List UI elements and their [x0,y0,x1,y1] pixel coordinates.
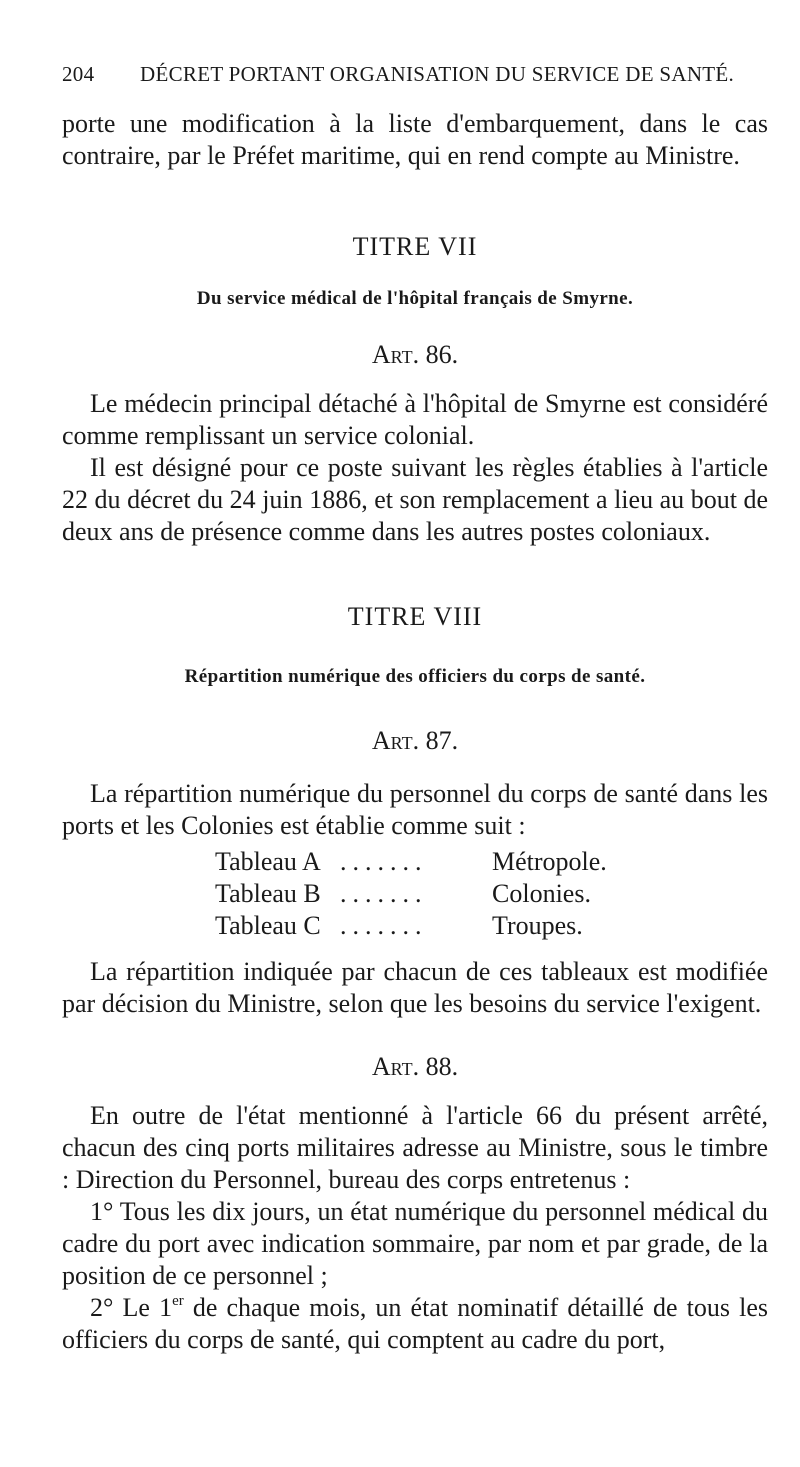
article-87-intro [62,778,768,842]
titre-vii-heading: TITRE VII [352,232,478,261]
item-text: Tous les dix jours, un état numérique du personnel médical du cadre du port avec indication sommaire, par nom et par grade, de la position de ce personnel ; [62,1197,769,1290]
leader-dots: ....... [340,911,428,940]
article-88-paragraph-1: En outre de l'état mentionné à l'article 66 du présent arrêté, chacun des cinq ports militaires adresse au Ministre, sous le timbre : Direction du Personnel, bureau des corps entretenus : [62,1101,768,1194]
article-87-paragraph-1: La répartition numérique du personnel du corps de santé dans les ports et les Colonies est établie comme suit : [62,779,768,840]
tableau-row [215,846,607,878]
article-86-paragraph-2: Il est désigné pour ce poste suivant les règles établies à l'article 22 du décret du 24 juin 1886, et son remplacement a lieu au bout de deux ans de présence comme dans les autres postes coloniaux. [62,453,768,546]
leader-dots: ....... [340,847,428,876]
leader-dots: ....... [340,879,428,908]
item-number: 1° [90,1197,114,1226]
running-header [62,62,735,87]
article-87-heading: Art. 87. [371,726,459,755]
article-88-body [62,1100,768,1356]
tableau-label: Tableau C [215,911,321,940]
article-86-body [62,388,768,548]
opening-paragraph: porte une modification à la liste d'embarquement, dans le cas contraire, par le Préfet maritime, qui en rend compte au Ministre. [62,109,768,170]
article-88-item-2 [62,1292,768,1356]
article-88-item-1 [62,1196,768,1292]
article-86-paragraph-1: Le médecin principal détaché à l'hôpital de Smyrne est considéré comme remplissant un service colonial. [62,389,768,450]
tableau-row [215,910,607,942]
running-title: DÉCRET PORTANT ORGANISATION DU SERVICE DE SANTÉ. [140,62,735,86]
tableau-label: Tableau B [215,879,321,908]
page-number: 204 [62,62,95,86]
item-text: de chaque mois, un état nominatif détaillé de tous les officiers du corps de santé, qui comptent au cadre du port, [62,1293,769,1354]
tableau-label: Tableau A [215,847,321,876]
tableau-list [215,846,607,942]
tableau-value: Colonies. [492,879,591,908]
titre-viii-subtitle: Répartition numérique des officiers du corps de santé. [184,666,646,687]
item-number: 2° [90,1293,114,1322]
article-87-closing [62,956,768,1020]
titre-vii-subtitle: Du service médical de l'hôpital français de Smyrne. [196,288,634,309]
superscript: er [172,1293,184,1309]
tableau-value: Troupes. [492,911,583,940]
tableau-value: Métropole. [492,847,607,876]
article-87-paragraph-2: La répartition indiquée par chacun de ces tableaux est modifiée par décision du Ministre, selon que les besoins du service l'exigent. [62,957,768,1018]
opening-paragraph-block [62,108,768,172]
article-86-heading: Art. 86. [371,340,459,369]
item-lead: Le 1 [122,1293,173,1322]
tableau-row [215,878,607,910]
titre-viii-heading: TITRE VIII [347,602,483,631]
article-88-heading: Art. 88. [371,1052,459,1081]
